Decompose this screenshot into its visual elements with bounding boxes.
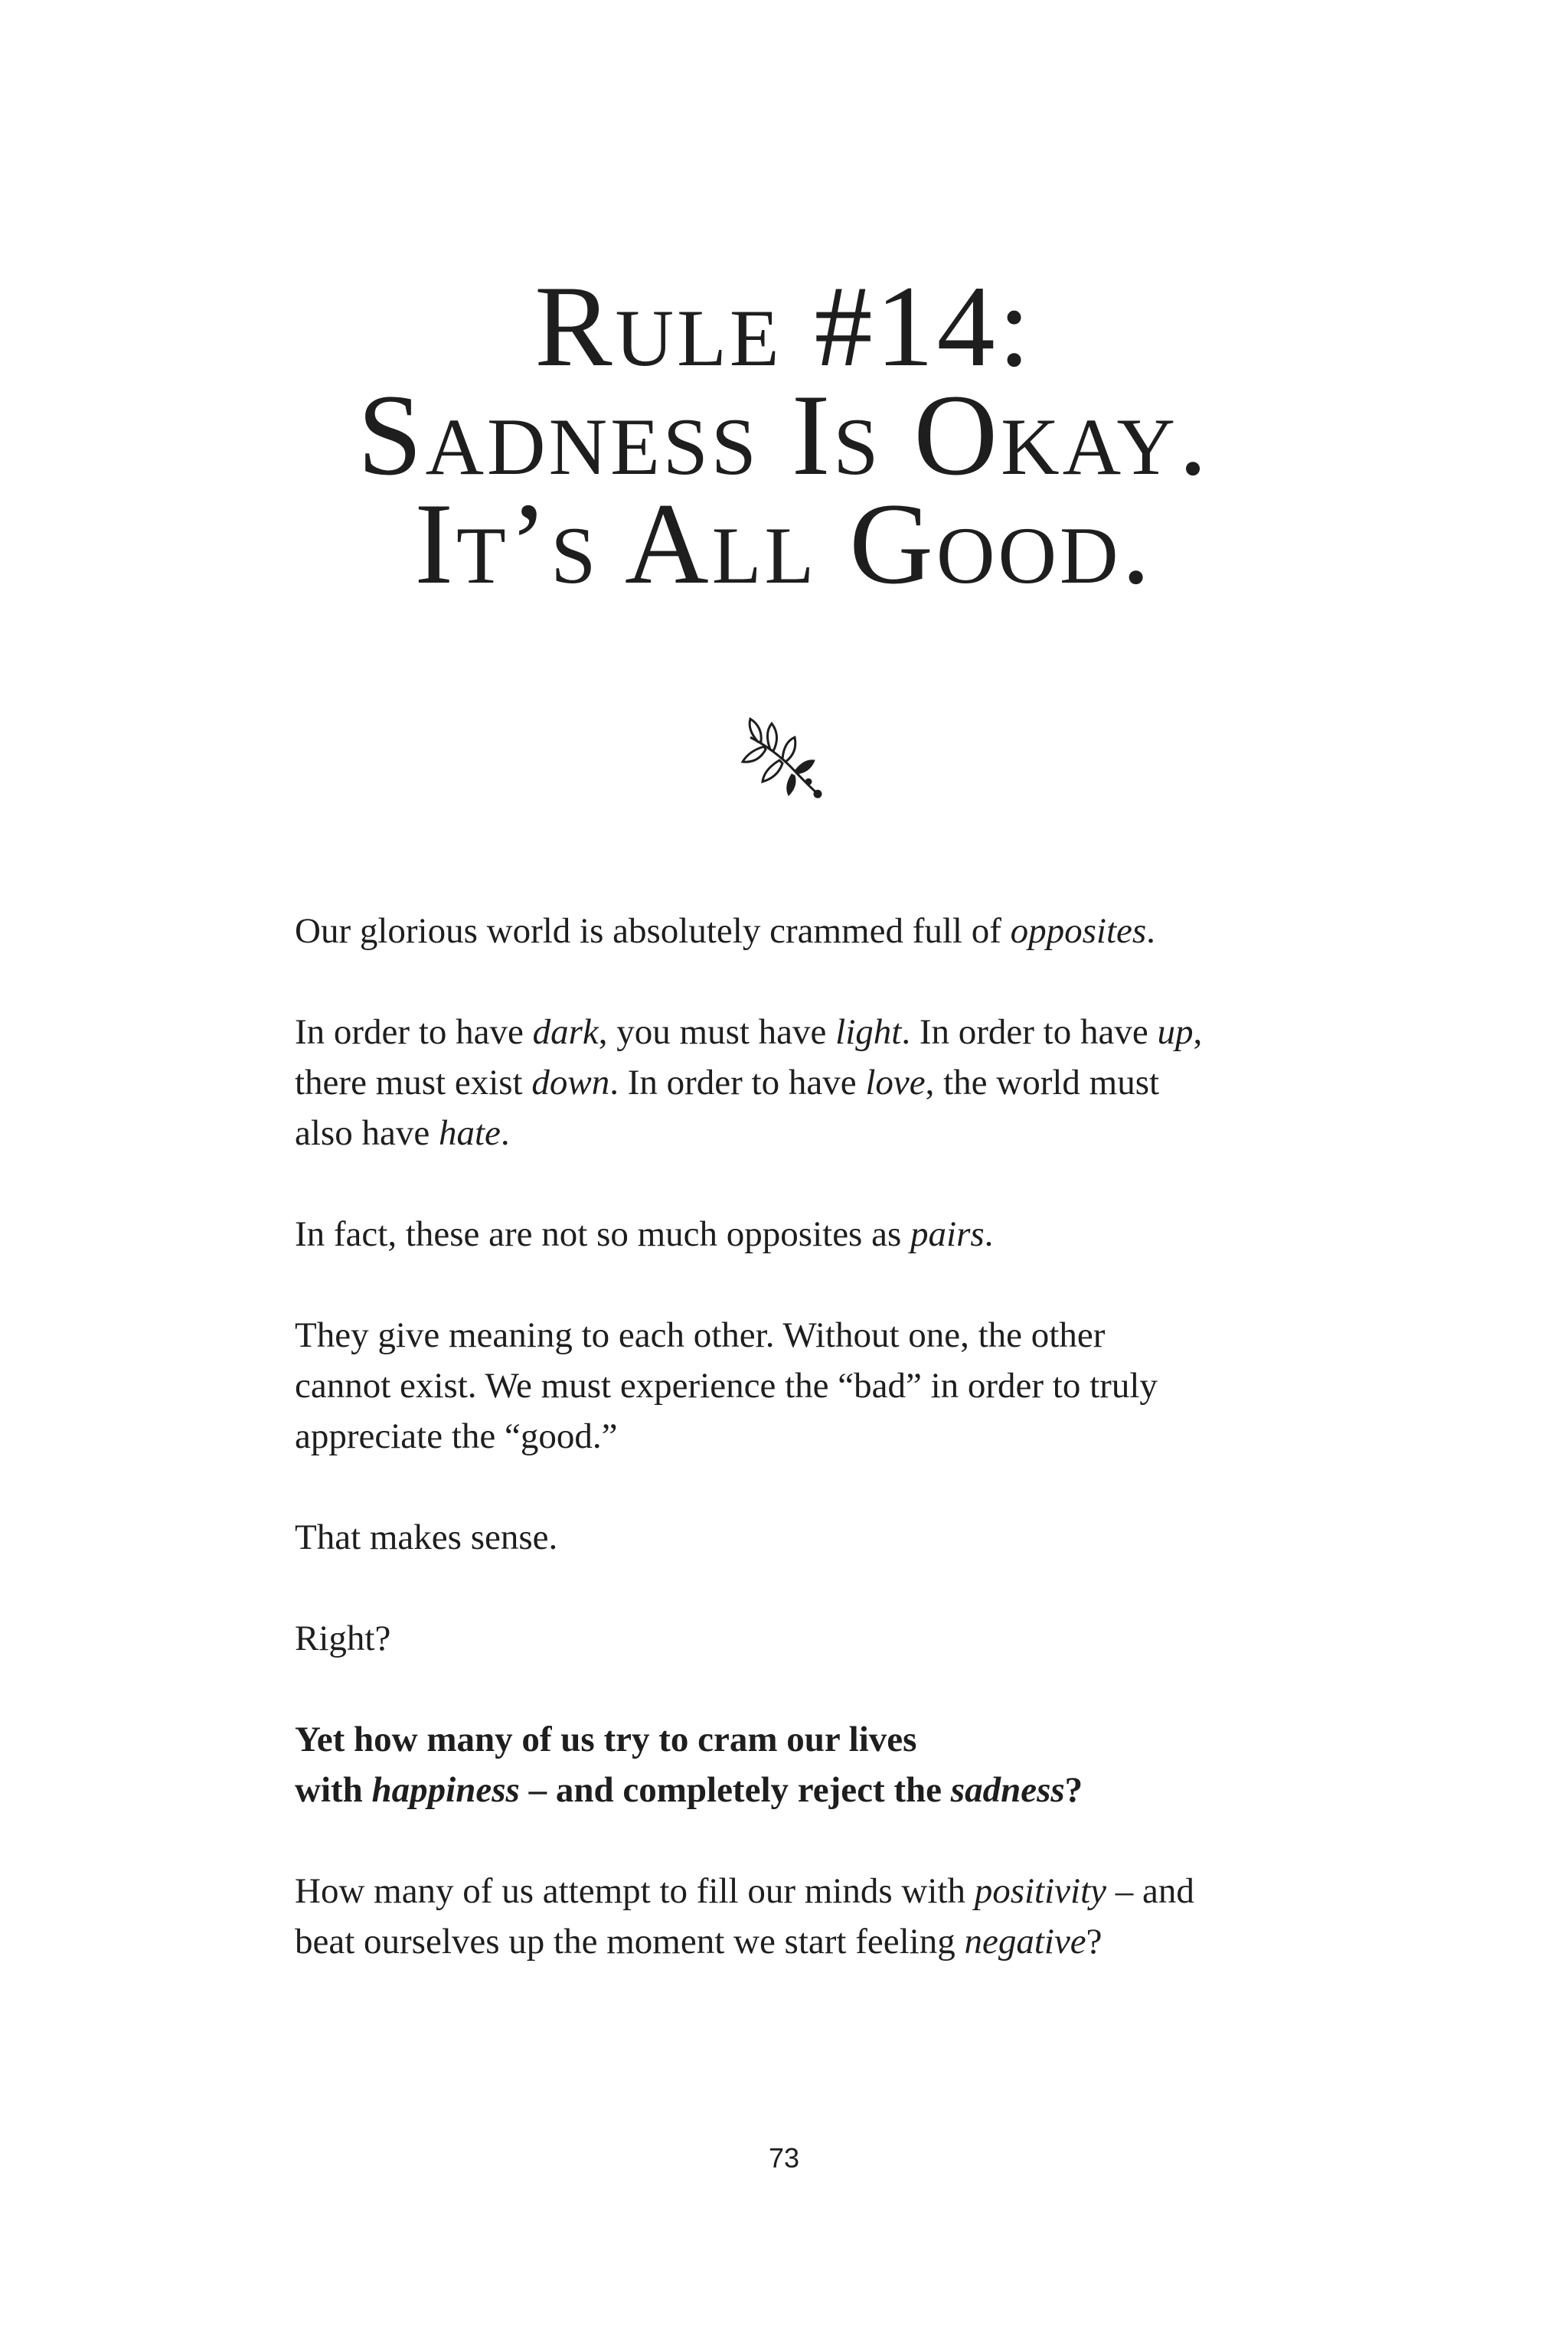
paragraph-2: [295, 1007, 1305, 1158]
paragraph-2-line-1: In order to have dark, you must have light. In order to have up,: [295, 1012, 1203, 1052]
chapter-title-line-2: Sadness Is Okay.: [357, 371, 1211, 499]
emphasis: love: [865, 1063, 926, 1102]
emphasis: dark: [532, 1012, 599, 1052]
paragraph-3: In fact, these are not so much opposites as pairs.: [295, 1214, 994, 1254]
page-number: 73: [768, 2142, 800, 2174]
emphasis: pairs: [910, 1214, 985, 1254]
paragraph-7-line-1: Yet how many of us try to cram our lives: [295, 1720, 917, 1759]
emphasis: down: [531, 1063, 610, 1102]
paragraph-4-line-2: cannot exist. We must experience the “bad” in order to truly: [295, 1366, 1158, 1406]
emphasis: sadness: [950, 1770, 1065, 1810]
paragraph-2-line-3: also have hate.: [295, 1113, 510, 1153]
paragraph-7-line-2: with happiness – and completely reject the sadness?: [295, 1770, 1083, 1810]
emphasis: opposites: [1010, 911, 1147, 951]
paragraph-4: [295, 1310, 1305, 1462]
paragraph-7-bold: [295, 1714, 1305, 1815]
emphasis: negative: [964, 1922, 1086, 1962]
paragraph-8-line-1: How many of us attempt to fill our minds with positivity – and: [295, 1871, 1194, 1911]
paragraph-4-line-1: They give meaning to each other. Without one, the other: [295, 1315, 1106, 1355]
paragraph-6: Right?: [295, 1619, 391, 1658]
paragraph-2-line-2: there must exist down. In order to have love, the world must: [295, 1063, 1160, 1102]
emphasis: light: [835, 1012, 902, 1052]
paragraph-4-line-3: appreciate the “good.”: [295, 1416, 618, 1456]
body-text: [295, 906, 1305, 2017]
paragraph-8: [295, 1866, 1305, 1967]
leaf-sprig-icon: [741, 716, 825, 800]
emphasis: positivity: [974, 1871, 1107, 1911]
chapter-title: [0, 262, 1568, 608]
emphasis: up: [1157, 1012, 1194, 1052]
paragraph-8-line-2: beat ourselves up the moment we start feeling negative?: [295, 1922, 1102, 1962]
emphasis: hate: [438, 1113, 501, 1153]
chapter-title-line-1: Rule #14:: [534, 262, 1034, 390]
chapter-title-line-3: It’s All Good.: [414, 479, 1154, 608]
paragraph-5: That makes sense.: [295, 1517, 558, 1557]
emphasis: happiness: [371, 1770, 520, 1810]
paragraph-1: Our glorious world is absolutely crammed full of opposites.: [295, 911, 1155, 951]
